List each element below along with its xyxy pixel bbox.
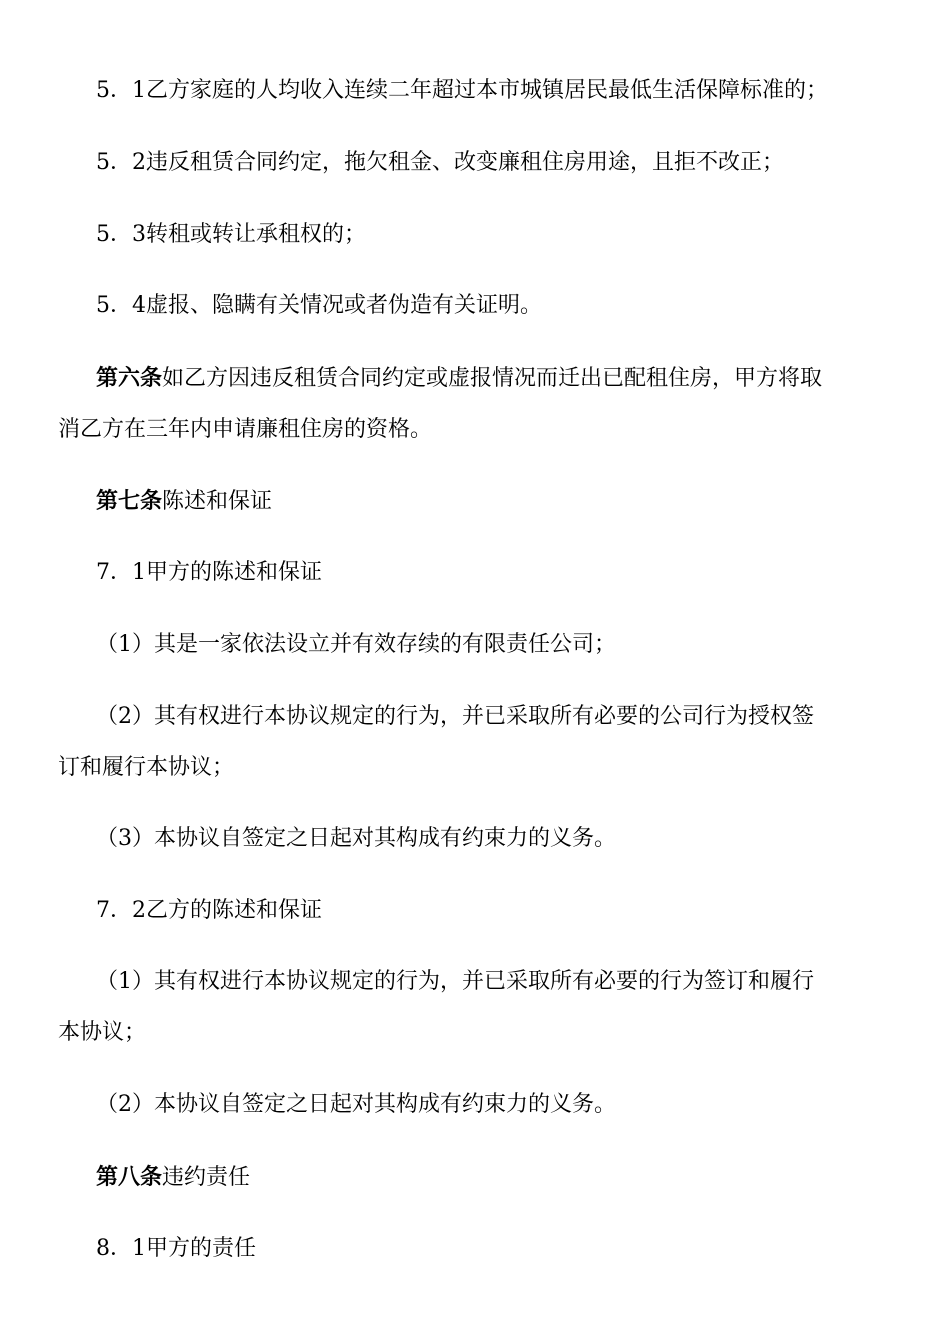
- article-7: [96, 486, 272, 517]
- clause-7-2-item-1: （1）其有权进行本协议规定的行为，并已采取所有必要的行为签订和履行: [96, 969, 814, 994]
- article-6-heading: 第六条: [96, 365, 163, 391]
- clause-5-3: 5．3转租或转让承租权的；: [96, 222, 366, 247]
- clause-8-1: 8．1甲方的责任: [96, 1236, 256, 1261]
- clause-7-1-item-3: （3）本协议自签定之日起对其构成有约束力的义务。: [96, 826, 616, 851]
- article-8-text: 违约责任: [162, 1165, 251, 1190]
- article-8-heading: 第八条: [96, 1164, 163, 1190]
- article-6-text: 如乙方因违反租赁合同约定或虚报情况而迁出已配租住房，甲方将取: [162, 366, 823, 391]
- clause-7-1-item-2-continuation: 订和履行本协议；: [58, 755, 235, 780]
- clause-7-2: 7．2乙方的陈述和保证: [96, 898, 322, 923]
- clause-7-1-item-1: （1）其是一家依法设立并有效存续的有限责任公司；: [96, 632, 616, 657]
- clause-7-1: 7．1甲方的陈述和保证: [96, 560, 322, 585]
- clause-5-4: 5．4虚报、隐瞒有关情况或者伪造有关证明。: [96, 293, 542, 318]
- clause-7-2-item-1-continuation: 本协议；: [58, 1020, 147, 1045]
- clause-5-2: 5．2违反租赁合同约定，拖欠租金、改变廉租住房用途，且拒不改正；: [96, 150, 784, 175]
- article-6-continuation: 消乙方在三年内申请廉租住房的资格。: [58, 417, 433, 442]
- article-7-text: 陈述和保证: [162, 489, 273, 514]
- article-6: [96, 363, 822, 394]
- clause-7-2-item-2: （2）本协议自签定之日起对其构成有约束力的义务。: [96, 1092, 616, 1117]
- article-7-heading: 第七条: [96, 488, 163, 514]
- clause-7-1-item-2: （2）其有权进行本协议规定的行为，并已采取所有必要的公司行为授权签: [96, 704, 814, 729]
- article-8: [96, 1162, 250, 1193]
- clause-5-1: 5．1乙方家庭的人均收入连续二年超过本市城镇居民最低生活保障标准的；: [96, 78, 828, 103]
